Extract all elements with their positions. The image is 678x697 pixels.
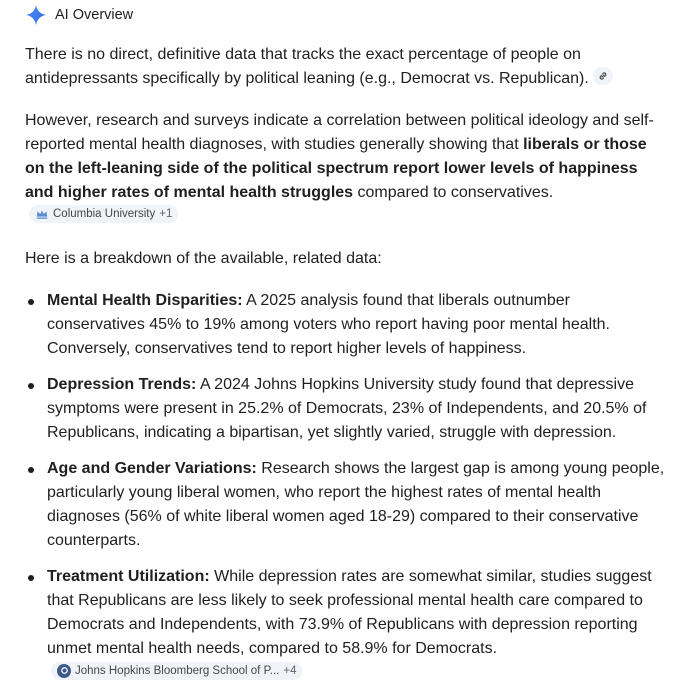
source-chip-johns-hopkins[interactable] bbox=[51, 662, 302, 680]
johns-hopkins-logo-icon bbox=[57, 664, 71, 678]
bullet-text: Research shows the largest gap is among young people, particularly young liberal women, who report the highest rates of mental health diagnoses (56% of white liberal women aged 18-29) compared to their conservative counterparts. bbox=[47, 460, 665, 549]
bullet-dot bbox=[28, 575, 34, 581]
link-chip[interactable] bbox=[593, 67, 613, 85]
bullet-title: Depression Trends: bbox=[47, 376, 197, 393]
source-name: Johns Hopkins Bloomberg School of P... bbox=[75, 664, 280, 677]
link-icon bbox=[597, 70, 609, 82]
correlation-paragraph bbox=[25, 109, 665, 231]
list-item bbox=[25, 457, 665, 553]
bullet-dot bbox=[28, 299, 34, 305]
sparkle-icon bbox=[25, 4, 47, 26]
correlation-text-pre: However, research and surveys indicate a correlation between political ideology and self-reported mental health diagnoses, with studies generally showing that bbox=[25, 112, 654, 153]
intro-text: There is no direct, definitive data that tracks the exact percentage of people on antidepressants specifically by political leaning (e.g., Democrat vs. Republican). bbox=[25, 46, 589, 87]
source-name: Columbia University bbox=[53, 208, 156, 220]
bullet-text: A 2024 Johns Hopkins University study found that depressive symptoms were present in 25.2% of Democrats, 23% of Independents, and 20.5% of Republicans, indicating a bipartisan, yet slightly varied, struggle with depression. bbox=[47, 376, 647, 441]
bullet-title: Mental Health Disparities: bbox=[47, 292, 243, 309]
list-item bbox=[25, 373, 665, 445]
list-item bbox=[25, 289, 665, 361]
correlation-highlight: liberals or those on the left-leaning side of the political spectrum report lower levels of happiness and higher rates of mental health struggles bbox=[25, 136, 647, 201]
columbia-crown-icon bbox=[35, 207, 49, 221]
source-chip-columbia[interactable] bbox=[29, 205, 178, 223]
bullet-dot bbox=[28, 467, 34, 473]
intro-paragraph bbox=[25, 43, 665, 91]
bullet-dot bbox=[28, 383, 34, 389]
bullet-title: Treatment Utilization: bbox=[47, 568, 210, 585]
ai-overview-title: AI Overview bbox=[55, 7, 134, 23]
list-item bbox=[25, 565, 665, 685]
bullet-text: While depression rates are somewhat similar, studies suggest that Republicans are less likely to seek professional mental health care compared to Democrats and Independents, with 73.9% of Republicans with depression reporting unmet mental health needs, compared to 58.9% for Democrats. bbox=[47, 568, 652, 657]
breakdown-intro: Here is a breakdown of the available, related data: bbox=[25, 250, 382, 267]
source-count: +1 bbox=[159, 208, 173, 220]
source-count: +4 bbox=[283, 664, 297, 677]
overview-content bbox=[25, 43, 665, 697]
correlation-text-post: compared to conservatives. bbox=[353, 184, 554, 201]
ai-overview-header bbox=[25, 4, 133, 26]
findings-list bbox=[25, 289, 665, 685]
bullet-title: Age and Gender Variations: bbox=[47, 460, 257, 477]
bullet-text: A 2025 analysis found that liberals outnumber conservatives 45% to 19% among voters who report having poor mental health. Conversely, conservatives tend to report higher levels of happiness. bbox=[47, 292, 610, 357]
